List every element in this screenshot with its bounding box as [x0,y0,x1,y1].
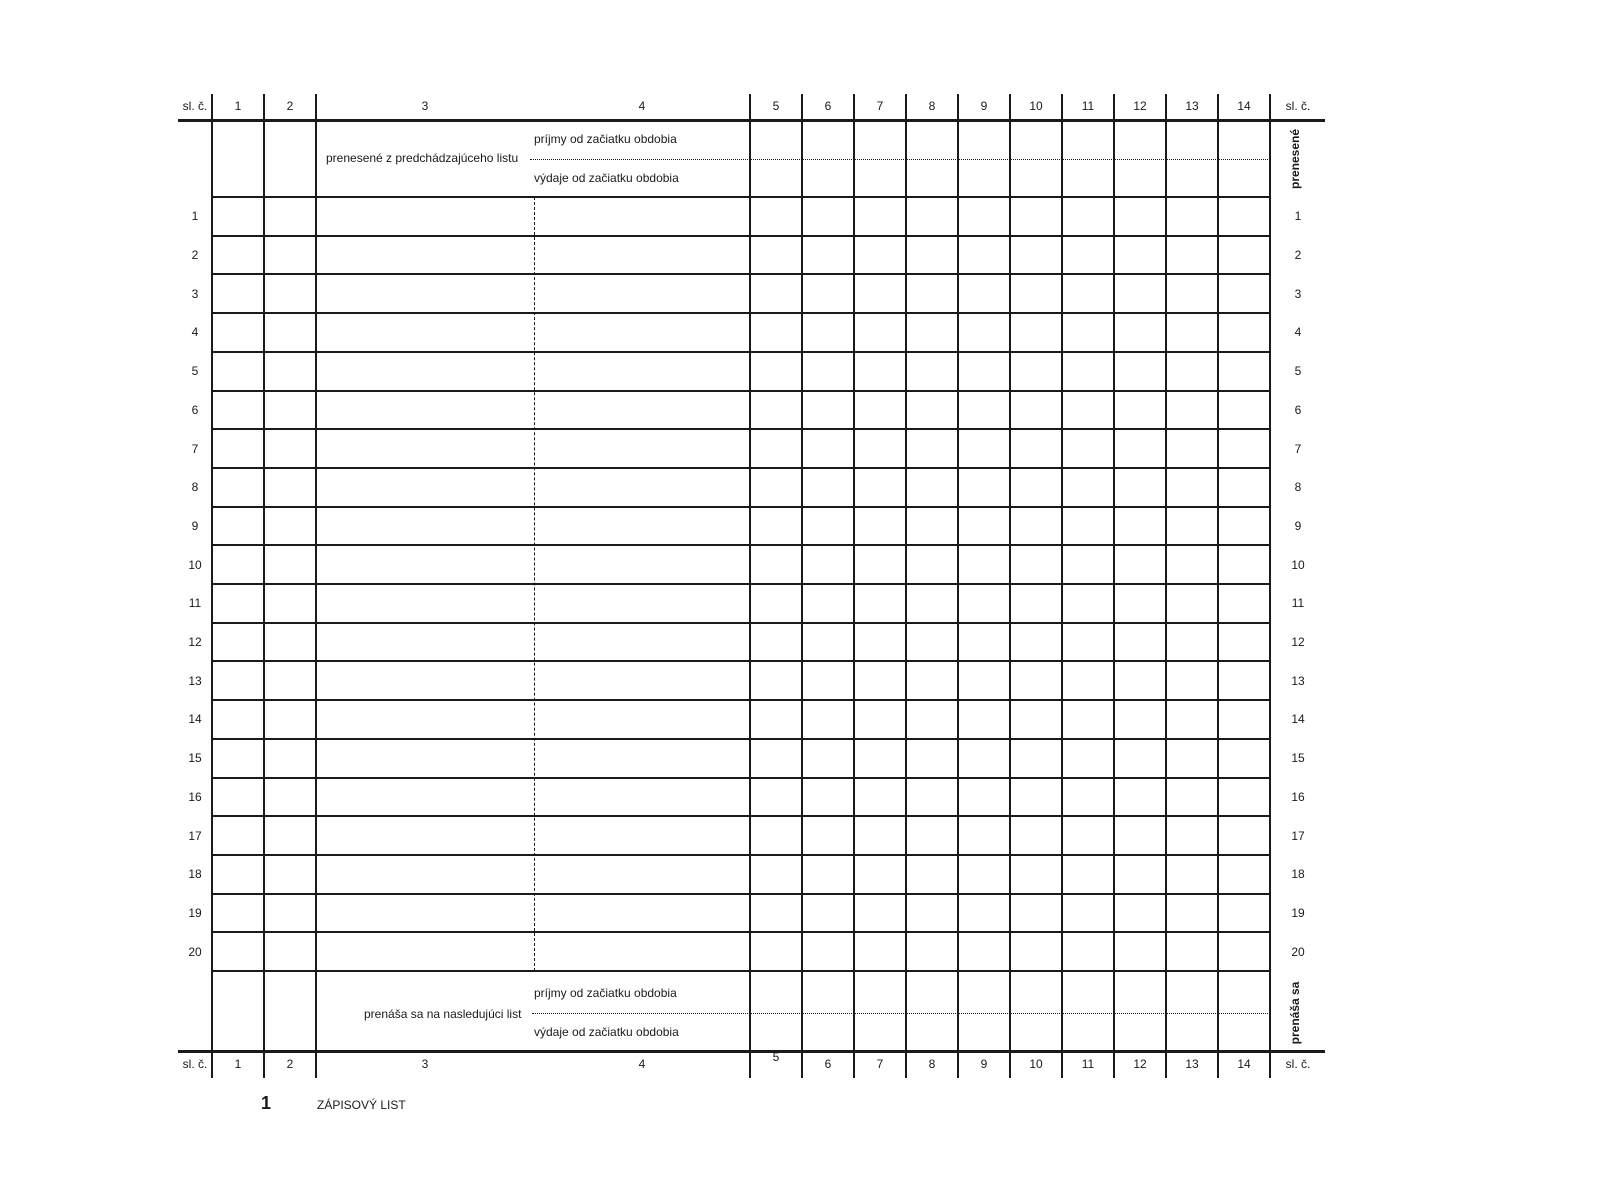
grid-line [212,893,1270,894]
row-number-left: 11 [188,596,202,610]
grid-line [212,544,1270,545]
grid-line [212,467,1270,468]
header-column-13: 13 [1185,99,1199,113]
row-number-right: 7 [1294,442,1302,456]
grid-line [212,273,1270,274]
grid-line [212,738,1270,739]
grid-line [315,94,317,1078]
grid-line [801,94,802,1078]
header-column-4: 4 [638,99,646,113]
footer-column-14: 14 [1237,1057,1251,1071]
grid-line [212,777,1270,780]
header-column-12: 12 [1133,99,1147,113]
carried-in-expense-label: výdaje od začiatku obdobia [534,171,679,185]
row-number-right: 10 [1291,558,1305,572]
grid-line [212,428,1270,429]
grid-line [212,699,1270,700]
row-number-left: 18 [188,867,202,881]
footer-column-6: 6 [824,1057,832,1071]
grid-line [212,506,1270,507]
grid-line [212,351,1270,352]
header-column-5: 5 [772,99,780,113]
carried-in-divider [530,159,1270,160]
row-number-left: 19 [188,906,202,920]
header-left-label: sl. č. [182,99,208,113]
row-number-left: 12 [188,635,202,649]
row-number-right: 8 [1294,480,1302,494]
footer-column-5: 5 [772,1050,780,1064]
row-number-right: 3 [1294,287,1302,301]
grid-line [957,94,958,1078]
carried-in-income-label: príjmy od začiatku obdobia [534,132,677,146]
header-column-10: 10 [1029,99,1043,113]
row-number-left: 5 [191,364,199,378]
header-column-9: 9 [980,99,988,113]
row-number-right: 1 [1294,209,1302,223]
grid-line [749,94,751,1078]
row-number-left: 20 [188,945,202,959]
footer-column-10: 10 [1029,1057,1043,1071]
grid-line [212,970,1270,973]
row-number-left: 14 [188,712,202,726]
row-number-left: 3 [191,287,199,301]
header-column-6: 6 [824,99,832,113]
carried-in-label: prenesené z predchádzajúceho listu [326,151,519,165]
row-number-right: 9 [1294,519,1302,533]
row-number-right: 11 [1291,596,1305,610]
row-number-left: 7 [191,442,199,456]
grid-line [212,196,1270,199]
header-column-14: 14 [1237,99,1251,113]
carried-out-side-label: prenáša sa [1288,981,1302,1045]
row-number-right: 4 [1294,325,1302,339]
footer-column-1: 1 [234,1057,242,1071]
grid-line [263,94,265,1078]
footer-column-8: 8 [928,1057,936,1071]
grid-line [212,660,1270,661]
row-number-left: 16 [188,790,202,804]
grid-line [1009,94,1011,1078]
row-number-right: 17 [1291,829,1305,843]
carried-out-income-label: príjmy od začiatku obdobia [534,986,677,1000]
grid-line [212,815,1270,816]
row-number-right: 14 [1291,712,1305,726]
grid-line [211,94,213,1078]
footer-column-7: 7 [876,1057,884,1071]
row-number-right: 20 [1291,945,1305,959]
row-number-right: 18 [1291,867,1305,881]
grid-line [1165,94,1166,1078]
grid-line [212,583,1270,586]
header-column-3: 3 [421,99,429,113]
header-column-8: 8 [928,99,936,113]
row-number-left: 13 [188,674,202,688]
header-column-7: 7 [876,99,884,113]
row-number-right: 2 [1294,248,1302,262]
column-3-4-divider [534,197,535,971]
footer-column-2: 2 [286,1057,294,1071]
footer-column-9: 9 [980,1057,988,1071]
row-number-left: 8 [191,480,199,494]
footer-column-12: 12 [1133,1057,1147,1071]
page-number: 1 [261,1093,272,1113]
grid-line [1061,94,1062,1078]
row-number-left: 9 [191,519,199,533]
grid-line [1113,94,1114,1078]
row-number-right: 13 [1291,674,1305,688]
grid-line [212,854,1270,855]
footer-right-label: sl. č. [1285,1057,1311,1071]
row-number-left: 2 [191,248,199,262]
row-number-left: 15 [188,751,202,765]
carried-out-label: prenáša sa na nasledujúci list [364,1007,522,1021]
grid-line [212,622,1270,623]
header-column-11: 11 [1081,99,1095,113]
grid-line [853,94,854,1078]
header-column-1: 1 [234,99,242,113]
grid-line [178,119,1325,122]
row-number-left: 17 [188,829,202,843]
row-number-right: 12 [1291,635,1305,649]
grid-line [212,235,1270,236]
row-number-left: 4 [191,325,199,339]
row-number-right: 15 [1291,751,1305,765]
row-number-left: 1 [191,209,199,223]
row-number-right: 16 [1291,790,1305,804]
footer-column-4: 4 [638,1057,646,1071]
footer-column-3: 3 [421,1057,429,1071]
row-number-right: 5 [1294,364,1302,378]
row-number-right: 19 [1291,906,1305,920]
grid-line [905,94,906,1078]
grid-line [1217,94,1218,1078]
grid-line [212,931,1270,932]
grid-line [212,312,1270,313]
sheet-title: ZÁPISOVÝ LIST [317,1098,406,1112]
footer-column-13: 13 [1185,1057,1199,1071]
header-column-2: 2 [286,99,294,113]
grid-line [1269,94,1271,1078]
grid-line [212,390,1270,393]
header-right-label: sl. č. [1285,99,1311,113]
row-number-right: 6 [1294,403,1302,417]
row-number-left: 6 [191,403,199,417]
carried-out-divider [532,1013,1270,1014]
footer-left-label: sl. č. [182,1057,208,1071]
row-number-left: 10 [188,558,202,572]
footer-column-11: 11 [1081,1057,1095,1071]
carried-out-expense-label: výdaje od začiatku obdobia [534,1025,679,1039]
carried-in-side-label: prenesené [1288,128,1302,190]
